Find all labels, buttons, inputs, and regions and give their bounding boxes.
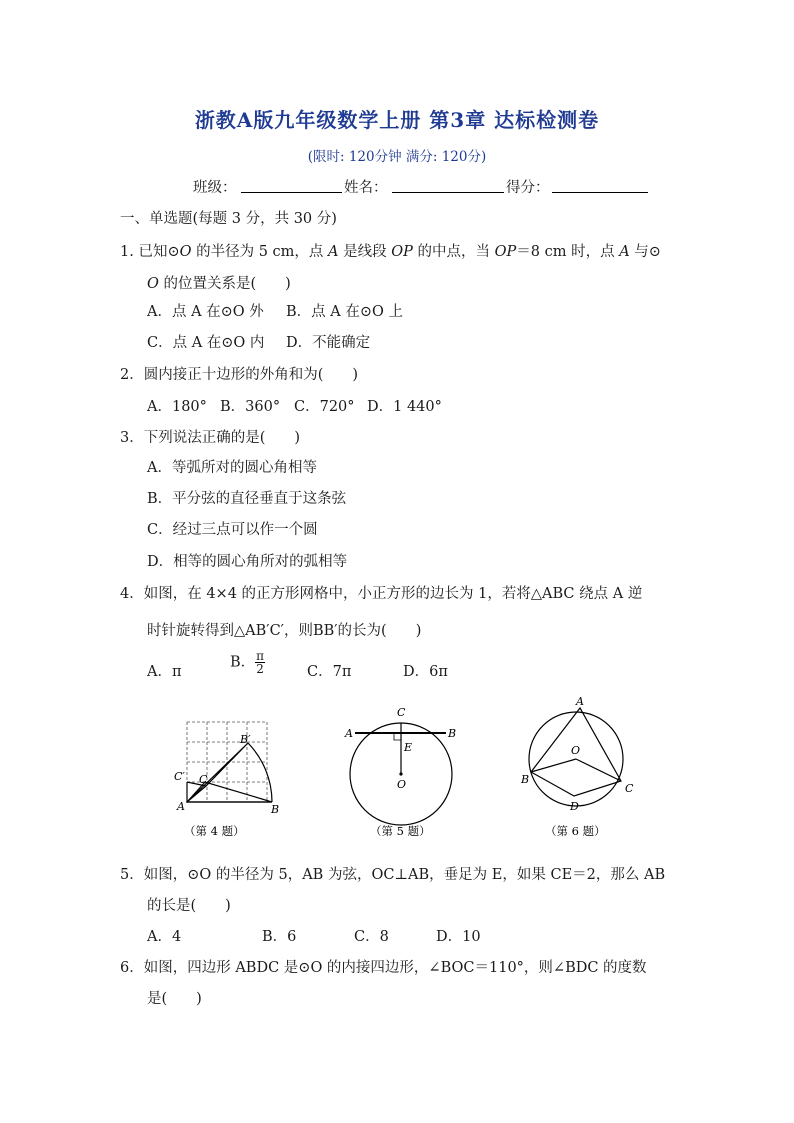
score-label: 得分： — [506, 180, 550, 196]
fig6-label-a: A — [576, 695, 584, 708]
q1-line2: O 的位置关系是( ) — [147, 276, 291, 292]
name-blank — [392, 178, 504, 193]
fig5-caption: （第 5 题） — [370, 824, 431, 838]
q3-option-a: A．等弧所对的圆心角相等 — [147, 460, 317, 476]
score-blank — [552, 178, 648, 193]
figure-q5 — [340, 700, 470, 842]
q4-option-d: D．6π — [403, 664, 448, 680]
section-title: 一、单选题(每题 3 分，共 30 分) — [120, 211, 337, 227]
q5-line2: 的长是( ) — [147, 898, 231, 914]
q4-line2: 时针旋转得到△AB′C′，则BB′的长为( ) — [147, 623, 422, 639]
q2-stem: 2．圆内接正十边形的外角和为( ) — [120, 367, 359, 383]
q4-option-b: B． $\frac{\pi}{2}$ — [230, 649, 265, 676]
fig6-label-o: O — [571, 744, 581, 757]
fig6-label-b: B — [521, 773, 530, 786]
name-label: 姓名： — [344, 180, 388, 196]
fig5-label-c: C — [397, 706, 406, 719]
q4-option-b-fraction: $\frac{\pi}{2}$ — [256, 649, 265, 676]
q3-stem: 3．下列说法正确的是( ) — [120, 430, 301, 446]
fig5-label-e: E — [404, 741, 413, 754]
fig6-label-d: D — [570, 800, 579, 813]
fig4-label-cprime: C′ — [174, 770, 185, 783]
figure-q4 — [168, 712, 298, 842]
q6-line2: 是( ) — [147, 991, 202, 1007]
q4-option-a: A．π — [147, 664, 182, 680]
q1-option-d: D．不能确定 — [286, 335, 371, 351]
fig4-caption: （第 4 题） — [184, 824, 245, 838]
fig6-label-c: C — [625, 782, 634, 795]
q5-option-a: A．4 — [147, 929, 182, 945]
page-title: 浙教A版九年级数学上册 第3章 达标检测卷 — [194, 108, 600, 132]
fig4-label-bprime: B′ — [240, 733, 251, 746]
fig4-label-c: C — [199, 773, 208, 786]
q2-option-a: A．180° — [147, 399, 207, 415]
q5-option-c: C．8 — [354, 929, 389, 945]
q5-option-d: D．10 — [436, 929, 481, 945]
q5-option-b: B．6 — [262, 929, 297, 945]
q2-option-b: B．360° — [220, 399, 281, 415]
fig5-label-o: O — [397, 778, 407, 791]
class-blank — [241, 178, 342, 193]
fig4-label-b: B — [271, 803, 280, 816]
q3-option-b: B．平分弦的直径垂直于这条弦 — [147, 491, 347, 507]
fig5-label-a: A — [345, 727, 353, 740]
q1-option-a: A．点 A 在⊙O 外 — [147, 304, 264, 320]
q3-option-d: D．相等的圆心角所对的弧相等 — [147, 554, 348, 570]
fig6-caption: （第 6 题） — [545, 824, 606, 838]
q1-line1: 1. 已知⊙O 的半径为 5 cm，点 A 是线段 OP 的中点，当 OP＝8 cm 时，点 A 与⊙ — [120, 244, 661, 260]
q1-option-b: B．点 A 在⊙O 上 — [286, 304, 403, 320]
q6-line1: 6．如图，四边形 ABDC 是⊙O 的内接四边形，∠BOC＝110°，则∠BDC 的度数 — [120, 960, 647, 976]
q4-option-c: C．7π — [307, 664, 352, 680]
fig5-label-b: B — [448, 727, 457, 740]
q3-option-c: C．经过三点可以作一个圆 — [147, 522, 318, 538]
q2-option-c: C．720° — [294, 399, 355, 415]
figure-q6 — [515, 692, 645, 842]
q2-option-d: D．1 440° — [367, 399, 442, 415]
q4-line1: 4．如图，在 4×4 的正方形网格中，小正方形的边长为 1，若将△ABC 绕点 A 逆 — [120, 586, 643, 602]
q5-line1: 5．如图，⊙O 的半径为 5，AB 为弦，OC⊥AB，垂足为 E，如果 CE＝2，那么 AB — [120, 867, 666, 883]
class-label: 班级： — [193, 180, 237, 196]
exam-limits: (限时: 120分钟 满分: 120分) — [307, 149, 487, 165]
fig4-label-a: A — [177, 800, 185, 813]
q1-option-c: C．点 A 在⊙O 内 — [147, 335, 265, 351]
